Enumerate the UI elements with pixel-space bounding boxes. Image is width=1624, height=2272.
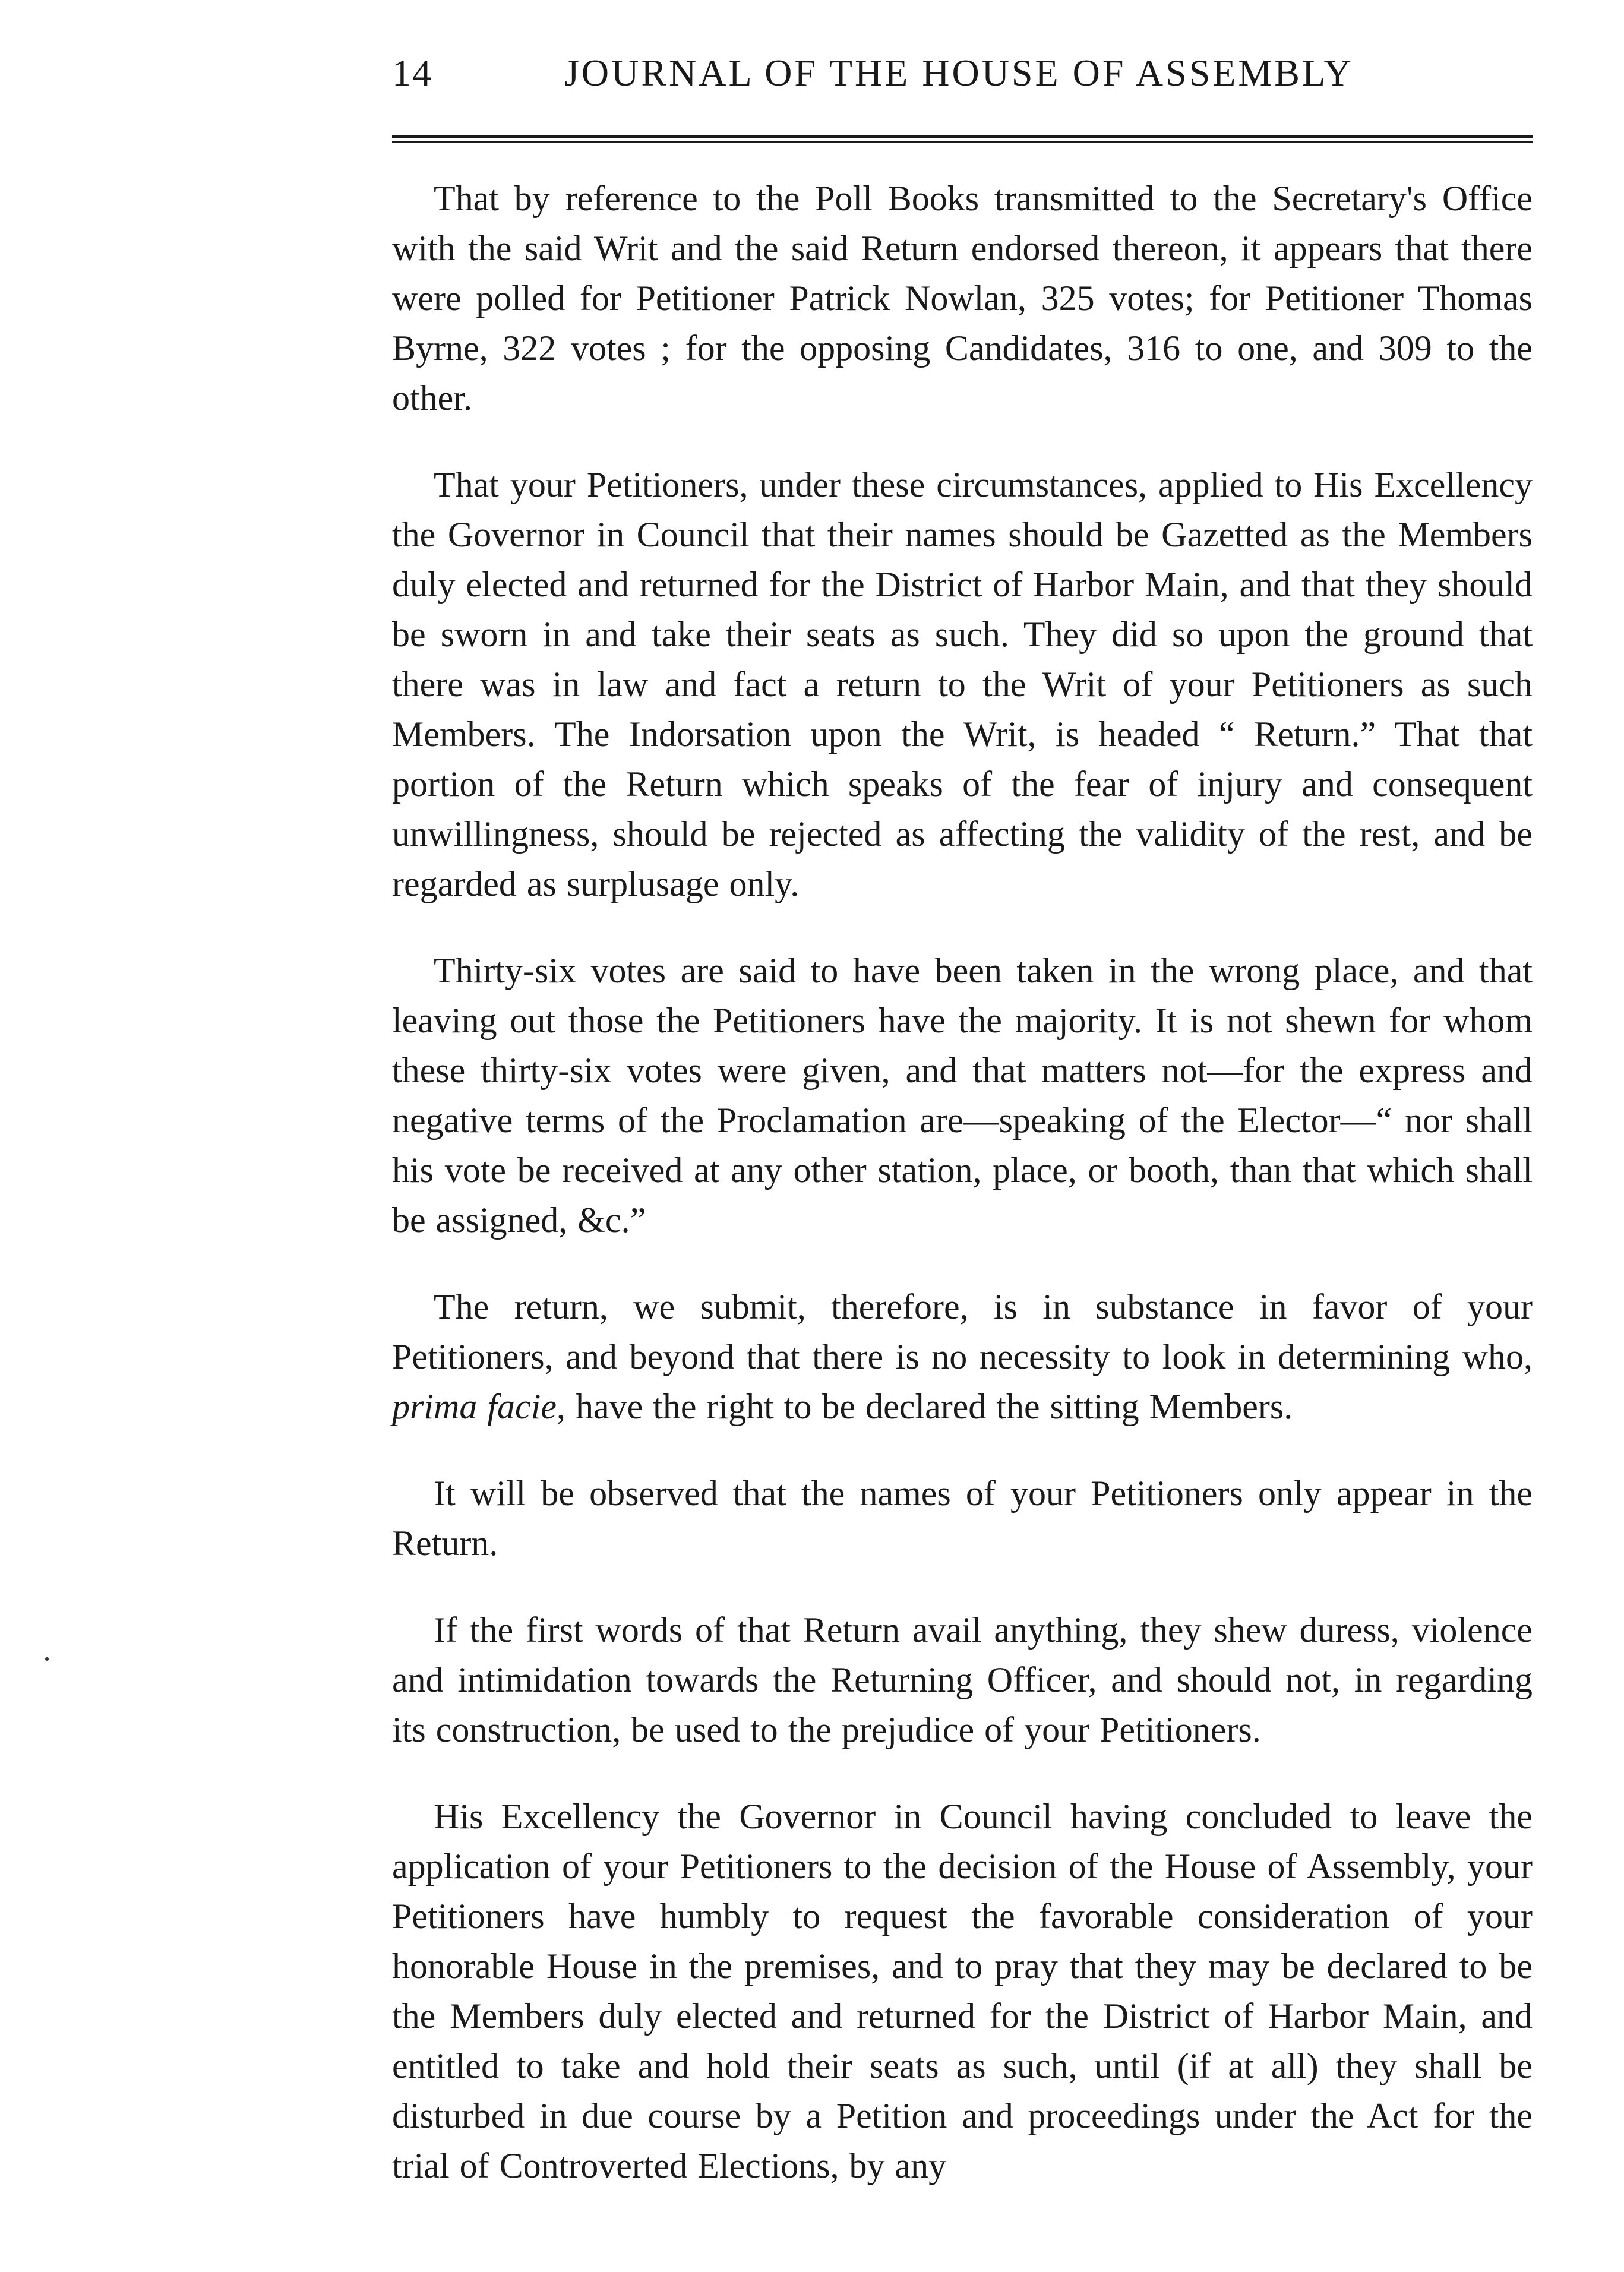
page-header	[392, 42, 1533, 107]
paragraph-petitioners-applied: That your Petitioners, under these circumstances, applied to His Excellency the Governor in Council that their names should be Gazetted as the Members duly elected and returned for the District of Harbor Main, and that they should be sworn in and take their seats as such. They did so upon the ground that there was in law and fact a return to the Writ of your Petitioners as such Members. The Indorsation upon the Writ, is headed “ Return.” That that portion of the Return which speaks of the fear of injury and consequent unwillingness, should be rejected as affecting the validity of the rest, and be regarded as surplusage only.	[392, 465, 1533, 903]
prima-facie-phrase: prima facie	[392, 1387, 557, 1426]
header-rule	[392, 135, 1533, 138]
paragraph-poll-books: That by reference to the Poll Books transmitted to the Secretary's Office with the said Writ and the said Return endorsed thereon, it appears that there were polled for Petitioner Patrick Nowlan, 325 votes; for Petitioner Thomas Byrne, 322 votes ; for the opposing Candidates, 316 to one, and 309 to the other.	[392, 179, 1533, 418]
running-title: JOURNAL OF THE HOUSE OF ASSEMBLY	[564, 52, 1354, 94]
paragraph-first-words: If the first words of that Return avail anything, they shew duress, violence and intimidation towards the Returning Officer, and should not, in regarding its construction, be used to the prejudice of your Petitioners.	[392, 1610, 1533, 1749]
page-number: 14	[392, 52, 432, 94]
stray-ink-mark	[45, 1657, 49, 1661]
paragraph-return-in-favor	[392, 1282, 1533, 1432]
header-rule-thin	[392, 141, 1533, 143]
body-text	[392, 173, 1533, 2191]
paragraph-return-text-start: The return, we submit, therefore, is in substance in favor of your Petitioners, and beyond that there is no necessity to look in determining who,	[392, 1287, 1533, 1376]
paragraph-thirty-six-votes: Thirty-six votes are said to have been taken in the wrong place, and that leaving out those the Petitioners have the majority. It is not shewn for whom these thirty-six votes were given, and that matters not—for the express and negative terms of the Proclamation are—speaking of the Elector—“ nor shall his vote be received at any other station, place, or booth, than that which shall be assigned, &c.”	[392, 951, 1533, 1240]
paragraph-return-text-end: , have the right to be declared the sitting Members.	[556, 1387, 1293, 1426]
paragraph-governor-in-council: His Excellency the Governor in Council having concluded to leave the application of your Petitioners to the decision of the House of Assembly, your Petitioners have humbly to request the favorable consideration of your honorable House in the premises, and to pray that they may be declared to be the Members duly elected and returned for the District of Harbor Main, and entitled to take and hold their seats as such, until (if at all) they shall be disturbed in due course by a Petition and proceedings under the Act for the trial of Controverted Elections, by any	[392, 1797, 1533, 2185]
paragraph-names-appear: It will be observed that the names of your Petitioners only appear in the Return.	[392, 1474, 1533, 1563]
